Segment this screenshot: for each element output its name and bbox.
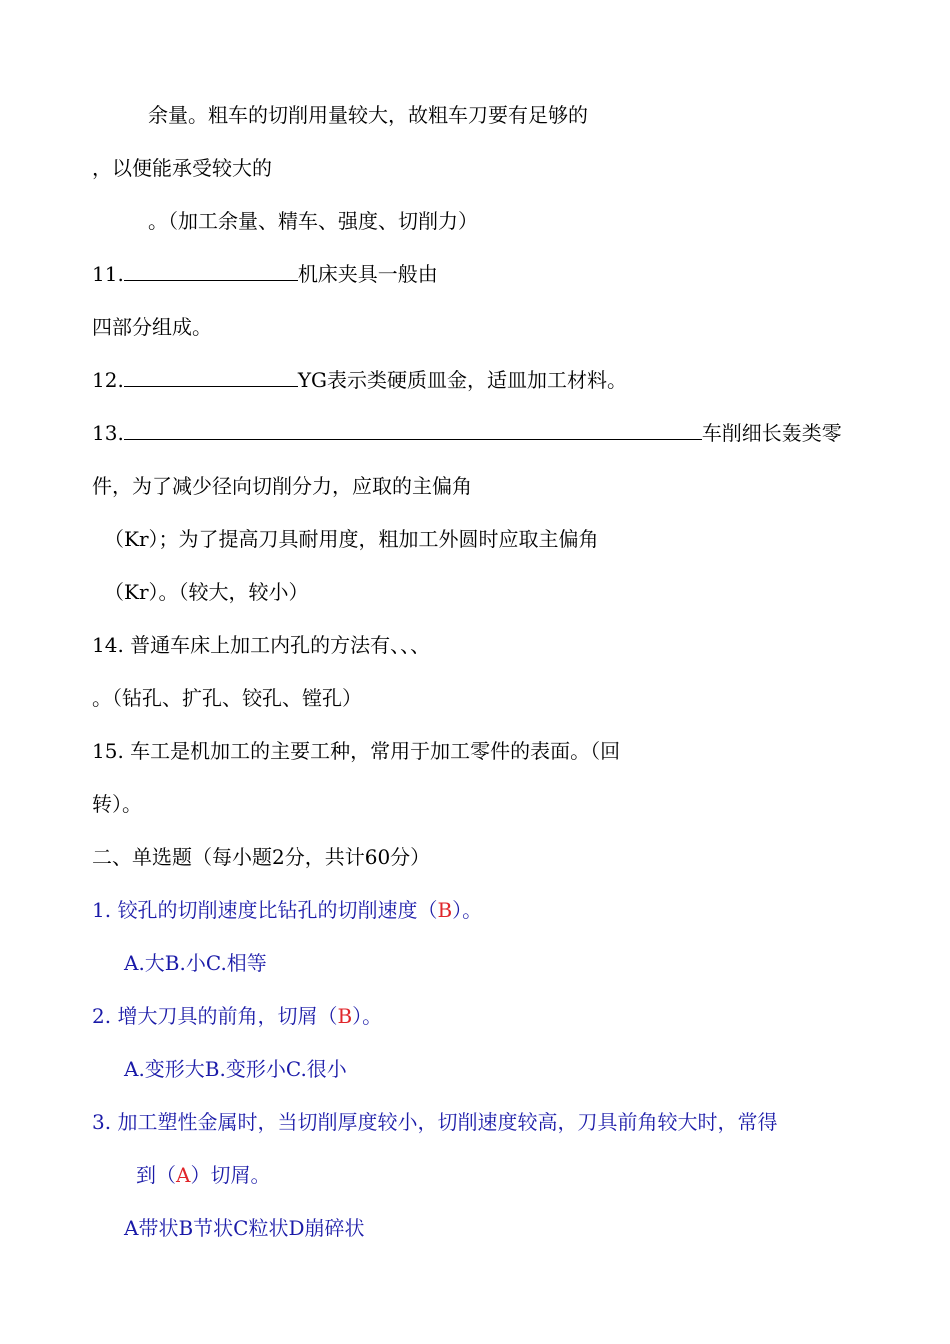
answer-blank: [124, 419, 702, 440]
question-11: [92, 260, 438, 288]
answer-blank: [124, 260, 298, 281]
question-13: [92, 419, 842, 447]
mc-question-3: 3. 加工塑性金属时，当切削厚度较小，切削速度较高，刀具前角较大时，常得: [92, 1110, 778, 1134]
mc-question-3-answer: A: [176, 1163, 191, 1187]
mc-question-3-end: ）切屑。: [190, 1163, 271, 1187]
text-line-3: 。（加工余量、精车、强度、切削力）: [148, 209, 478, 233]
text-line-8: 件，为了减少径向切削分力，应取的主偏角: [92, 474, 472, 498]
mc-question-3-cont: [136, 1161, 270, 1189]
text-line-10: （Kr）。（较大，较小）: [104, 580, 309, 604]
text-line-9: （Kr）；为了提高刀具耐用度，粗加工外圆时应取主偏角: [104, 527, 599, 551]
question-12: [92, 366, 627, 394]
question-13-number: 13.: [92, 421, 124, 445]
answer-blank: [124, 366, 298, 387]
question-11-number: 11.: [92, 262, 124, 286]
question-11-text: 机床夹具一般由: [297, 262, 438, 286]
mc-question-1-text: 1. 铰孔的切削速度比钻孔的切削速度（: [92, 898, 438, 922]
mc-question-2-answer: B: [337, 1004, 353, 1028]
mc-question-3-text: 到（: [136, 1163, 176, 1187]
mc-question-2-options: A.变形大B.变形小C.很小: [124, 1057, 347, 1081]
question-14: 14. 普通车床上加工内孔的方法有、、、: [92, 633, 431, 657]
text-line-5: 四部分组成。: [92, 315, 212, 339]
mc-question-2: [92, 1002, 382, 1030]
text-line-12: 。（钻孔、扩孔、铰孔、镗孔）: [92, 686, 362, 710]
mc-question-2-text: 2. 增大刀具的前角，切屑（: [92, 1004, 338, 1028]
text-line-1: 余量。粗车的切削用量较大，故粗车刀要有足够的: [148, 103, 588, 127]
mc-question-1-end: ）。: [452, 898, 483, 922]
section-heading: 二、单选题（每小题2分，共计60分）: [92, 845, 431, 869]
mc-question-1: [92, 896, 482, 924]
mc-question-1-options: A.大B.小C.相等: [124, 951, 267, 975]
question-12-number: 12.: [92, 368, 124, 392]
text-line-14: 转）。: [92, 792, 142, 816]
text-line-2: ，以便能承受较大的: [92, 156, 272, 180]
question-12-text: YG表示类硬质皿金，适皿加工材料。: [297, 368, 627, 392]
question-13-text: 车削细长轰类零: [701, 421, 842, 445]
mc-question-3-options: A带状B节状C粒状D崩碎状: [124, 1216, 365, 1240]
mc-question-1-answer: B: [437, 898, 453, 922]
mc-question-2-end: ）。: [352, 1004, 383, 1028]
question-15: 15. 车工是机加工的主要工种，常用于加工零件的表面。（回: [92, 739, 621, 763]
